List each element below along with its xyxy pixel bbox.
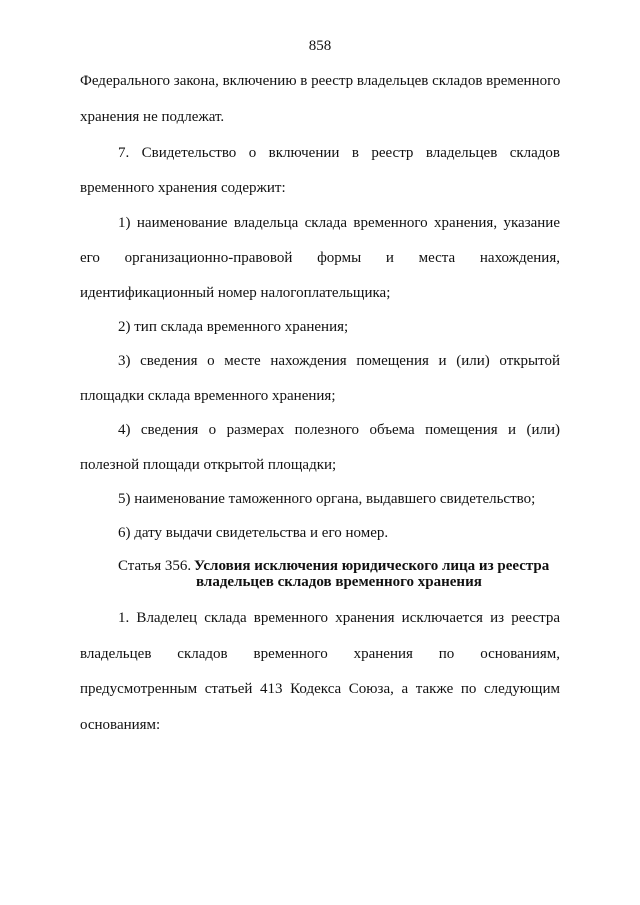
- list-item-1-line: 1) наименование владельца склада временного хранения, указание: [118, 215, 560, 231]
- text-line: Федерального закона, включению в реестр владельцев складов временного: [80, 73, 561, 89]
- list-item-5: 5) наименование таможенного органа, выдавшего свидетельство;: [118, 491, 536, 507]
- list-item-1-line: его организационно-правовой формы и места нахождения,: [80, 250, 560, 266]
- list-item-1-line: идентификационный номер налогоплательщика;: [80, 285, 391, 301]
- paragraph-7-line: временного хранения содержит:: [80, 180, 286, 196]
- article-paragraph-1-line: основаниям:: [80, 717, 161, 733]
- list-item-4-line: полезной площади открытой площадки;: [80, 457, 337, 473]
- list-item-2: 2) тип склада временного хранения;: [118, 319, 349, 335]
- article-paragraph-1-line: предусмотренным статьей 413 Кодекса Союза, а также по следующим: [80, 681, 560, 697]
- article-title: Условия исключения юридического лица из реестра: [194, 558, 550, 574]
- article-number: Статья 356.: [118, 558, 192, 574]
- list-item-6: 6) дату выдачи свидетельства и его номер.: [118, 525, 389, 541]
- text-line: хранения не подлежат.: [80, 109, 225, 125]
- list-item-4-line: 4) сведения о размерах полезного объема помещения и (или): [118, 422, 560, 438]
- list-item-3-line: 3) сведения о месте нахождения помещения и (или) открытой: [118, 353, 560, 369]
- list-item-3-line: площадки склада временного хранения;: [80, 388, 336, 404]
- article-paragraph-1-line: 1. Владелец склада временного хранения исключается из реестра: [118, 610, 560, 626]
- article-title-continued: владельцев складов временного хранения: [196, 574, 482, 590]
- paragraph-7-line: 7. Свидетельство о включении в реестр владельцев складов: [118, 145, 560, 161]
- article-paragraph-1-line: владельцев складов временного хранения по основаниям,: [80, 646, 560, 662]
- page-number: 858: [308, 38, 332, 54]
